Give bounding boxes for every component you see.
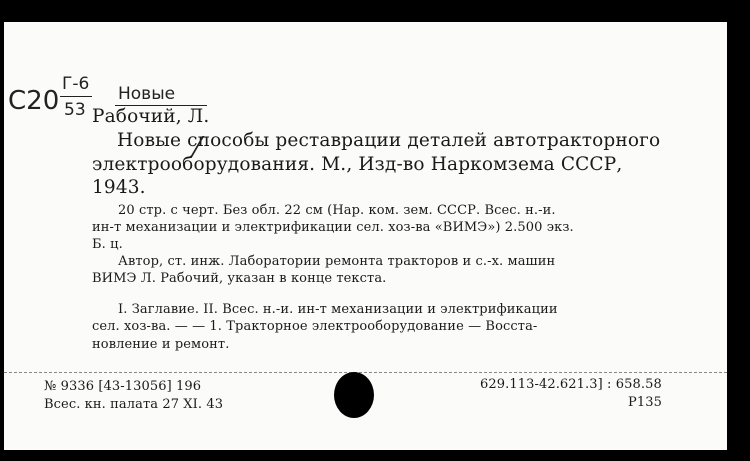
footer-author-mark: Р135 <box>628 395 662 410</box>
call-number-bottom: 53 <box>64 100 86 120</box>
call-number-divider <box>60 96 92 97</box>
title-line-1: Новые способы реставрации деталей автотракторного <box>117 130 661 151</box>
collation-line-1: 20 стр. с черт. Без обл. 22 см (Нар. ком. зем. СССР. Всес. н.-и. <box>118 203 556 218</box>
tracings-line-2: сел. хоз-ва. — — 1. Тракторное электрооборудование — Восста- <box>92 319 538 334</box>
footer-registration: № 9336 [43-13056] 196 <box>44 379 202 394</box>
note-line-2: ВИМЭ Л. Рабочий, указан в конце текста. <box>92 271 387 286</box>
tracings-line-3: новление и ремонт. <box>92 337 230 352</box>
punch-hole <box>334 372 374 418</box>
collation-line-3: Б. ц. <box>92 237 123 252</box>
call-number-top: Г-6 <box>62 74 90 94</box>
card-divider <box>4 372 727 373</box>
footer-chamber: Всес. кн. палата 27 XI. 43 <box>44 397 224 412</box>
collation-line-2: ин-т механизации и электрификации сел. хоз-ва «ВИМЭ») 2.500 экз. <box>92 220 574 235</box>
title-line-2: электрооборудования. М., Изд-во Наркомзема СССР, <box>92 154 623 175</box>
tracings-line-1: I. Заглавие. II. Всес. н.-и. ин-т механизации и электрификации <box>118 302 558 317</box>
handwritten-note: Новые <box>118 84 176 104</box>
footer-classification: 629.113-42.621.3] : 658.58 <box>480 377 662 392</box>
author-heading: Рабочий, Л. <box>92 106 210 127</box>
title-line-3: 1943. <box>92 177 146 198</box>
note-line-1: Автор, ст. инж. Лаборатории ремонта тракторов и с.-х. машин <box>118 254 556 269</box>
card-border <box>727 0 750 461</box>
call-number-prefix: C20 <box>8 86 60 116</box>
